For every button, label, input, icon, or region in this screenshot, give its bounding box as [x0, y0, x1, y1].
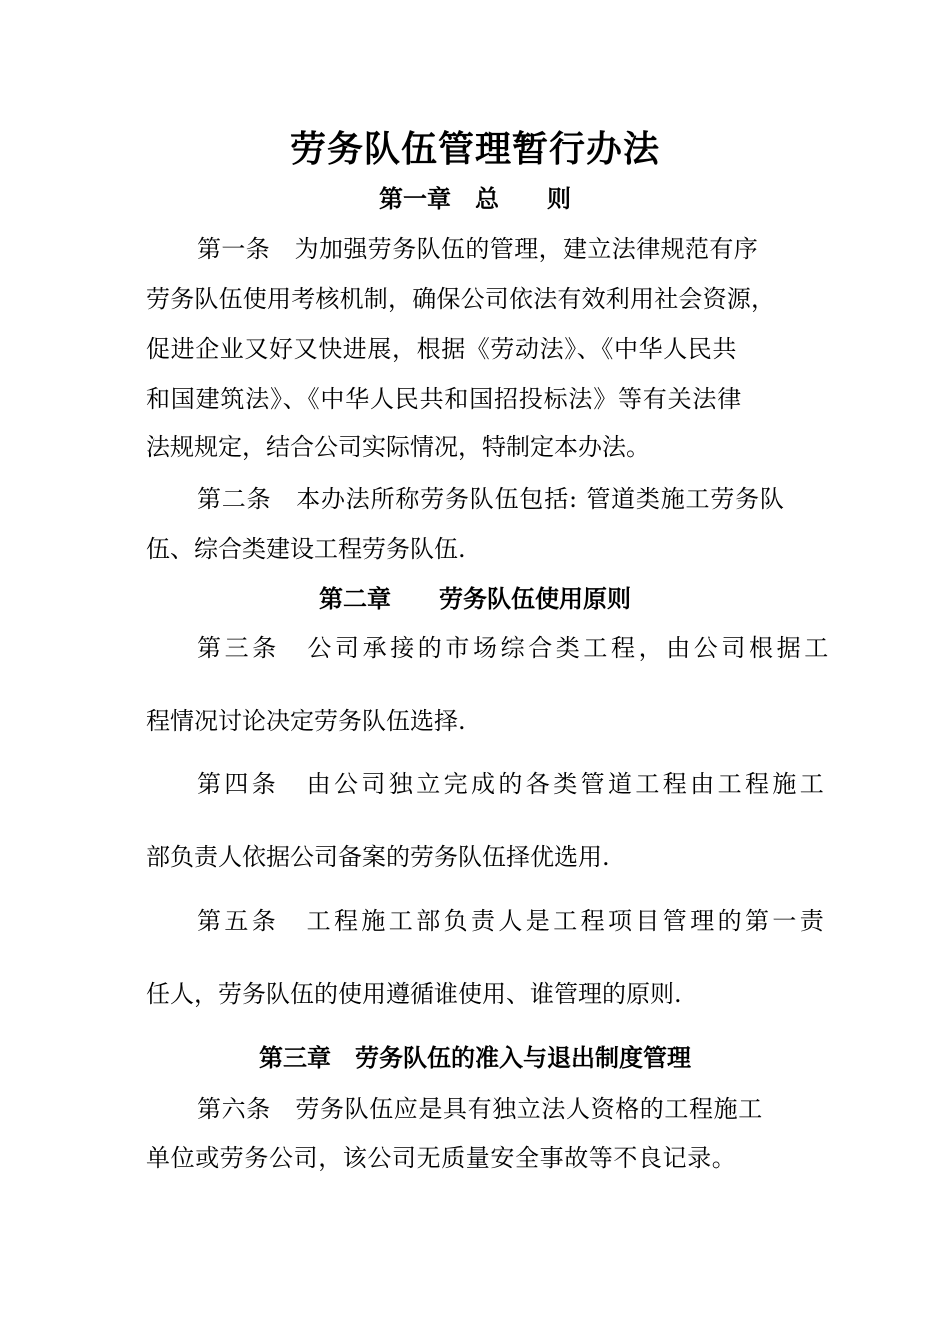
article-3-line-2: 程情况讨论决定劳务队伍选择.: [146, 707, 466, 735]
article-1-line-5: 法规规定，结合公司实际情况，特制定本办法。: [146, 433, 650, 461]
article-1-line-4: 和国建筑法》、《中华人民共和国招投标法》等有关法律: [146, 385, 742, 413]
article-3-line-1: 第三条 公司承接的市场综合类工程，由公司根据工: [197, 634, 832, 662]
article-4-line-2: 部负责人依据公司备案的劳务队伍择优选用.: [146, 843, 610, 871]
article-5-line-2: 任人，劳务队伍的使用遵循谁使用、谁管理的原则.: [146, 980, 682, 1008]
article-5-line-1: 第五条 工程施工部负责人是工程项目管理的第一责: [197, 907, 828, 935]
article-1-line-2: 劳务队伍使用考核机制，确保公司依法有效利用社会资源，: [146, 285, 776, 313]
chapter-1-heading: 第一章 总 则: [379, 184, 571, 213]
article-2-line-1: 第二条 本办法所称劳务队伍包括: 管道类施工劳务队: [197, 485, 785, 513]
document-title: 劳务队伍管理暂行办法: [289, 128, 660, 170]
article-1-line-1: 第一条 为加强劳务队伍的管理，建立法律规范有序: [197, 235, 759, 263]
article-6-line-1: 第六条 劳务队伍应是具有独立法人资格的工程施工: [197, 1095, 763, 1123]
article-4-line-1: 第四条 由公司独立完成的各类管道工程由工程施工: [197, 770, 828, 798]
article-1-line-3: 促进企业又好又快进展，根据《劳动法》、《中华人民共: [146, 335, 737, 363]
chapter-3-heading: 第三章 劳务队伍的准入与退出制度管理: [259, 1043, 691, 1072]
chapter-2-heading: 第二章 劳务队伍使用原则: [319, 584, 631, 613]
article-6-line-2: 单位或劳务公司，该公司无质量安全事故等不良记录。: [146, 1144, 737, 1172]
article-2-line-2: 伍、综合类建设工程劳务队伍.: [146, 535, 466, 563]
